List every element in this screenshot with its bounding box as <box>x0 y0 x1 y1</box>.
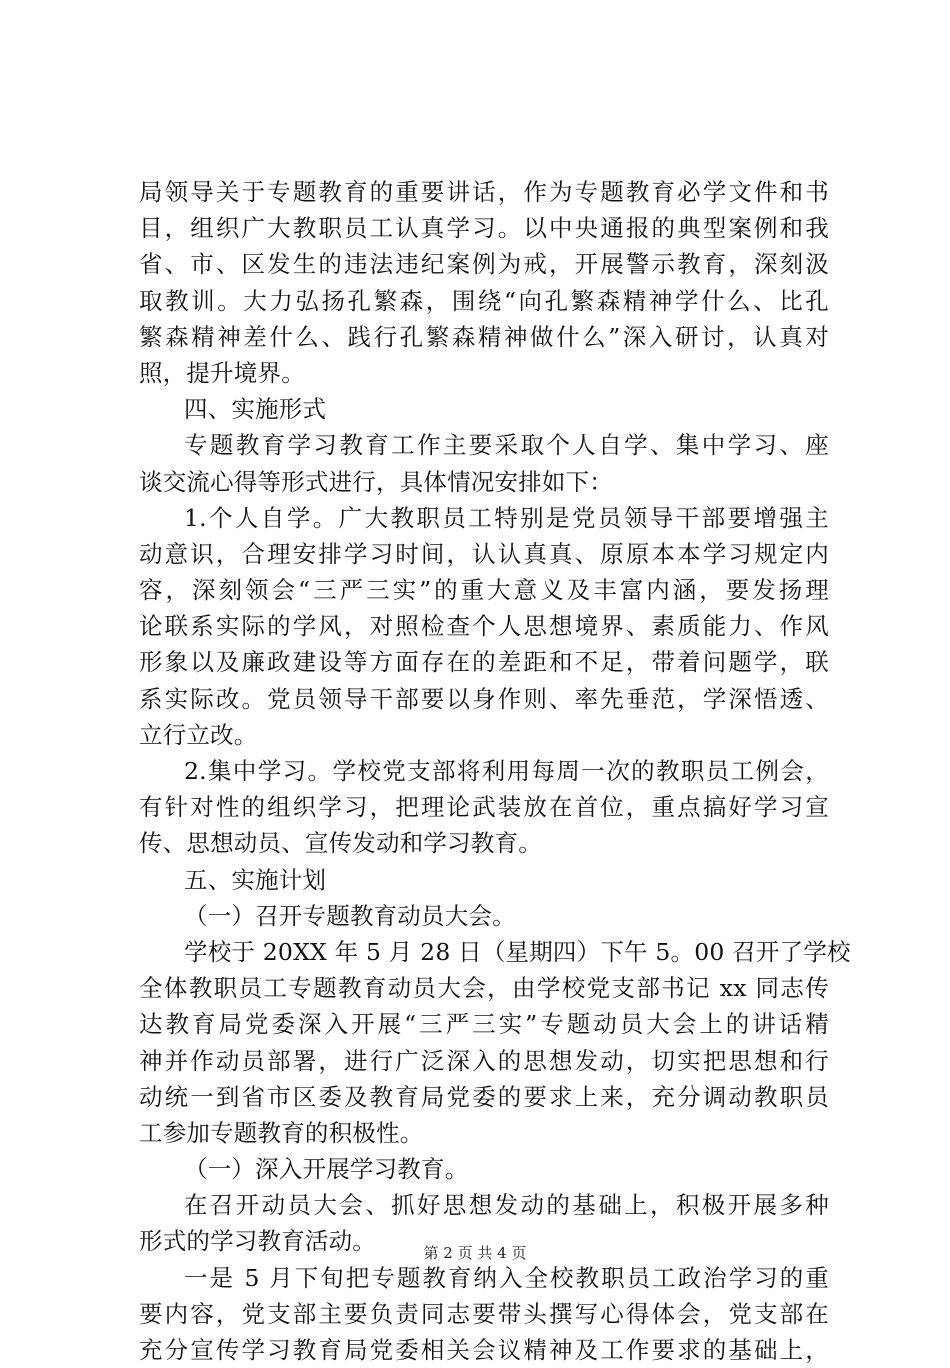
text-line: 工参加专题教育的积极性。 <box>139 1118 424 1147</box>
text-line: 系实际改。党员领导干部要以身作则、率先垂范，学深悟透、 <box>139 684 829 713</box>
text-line: 达教育局党委深入开展“三严三实”专题动员大会上的讲话精 <box>139 1010 829 1039</box>
text-line: 2.集中学习。学校党支部将利用每周一次的教职员工例会， <box>184 757 829 785</box>
text-line: 局领导关于专题教育的重要讲话，作为专题教育必学文件和书 <box>139 178 829 206</box>
text-line: 动统一到省市区委及教育局党委的要求上来，充分调动教职员 <box>139 1082 829 1111</box>
text-line: 五、实施计划 <box>184 865 327 894</box>
text-line: 容，深刻领会“三严三实”的重大意义及丰富内涵，要发扬理 <box>139 576 829 605</box>
text-line: 目，组织广大教职员工认真学习。以中央通报的典型案例和我 <box>139 214 829 243</box>
text-line: 要内容，党支部主要负责同志要带头撰写心得体会，党支部在 <box>139 1299 829 1328</box>
text-line: 1.个人自学。广大教职员工特别是党员领导干部要增强主 <box>184 503 829 532</box>
text-line: 在召开动员大会、抓好思想发动的基础上，积极开展多种 <box>184 1191 829 1220</box>
text-line: 神并作动员部署，进行广泛深入的思想发动，切实把思想和行 <box>139 1046 829 1075</box>
text-line: （一）召开专题教育动员大会。 <box>184 901 516 930</box>
text-line: 取教训。大力弘扬孔繁森，围绕“向孔繁森精神学什么、比孔 <box>139 286 829 315</box>
text-line: 动意识，合理安排学习时间，认认真真、原原本本学习规定内 <box>139 539 829 568</box>
text-line: 全体教职员工专题教育动员大会，由学校党支部书记 xx 同志传 <box>139 974 829 1003</box>
text-line: 论联系实际的学风，对照检查个人思想境界、素质能力、作风 <box>139 612 829 641</box>
text-line: 有针对性的组织学习，把理论武装放在首位，重点搞好学习宣 <box>139 793 829 822</box>
text-line: 繁森精神差什么、践行孔繁森精神做什么”深入研讨，认真对 <box>139 322 829 351</box>
text-line: 传、思想动员、宣传发动和学习教育。 <box>139 829 542 858</box>
text-line: （一）深入开展学习教育。 <box>184 1155 469 1184</box>
text-line: 一是 5 月下旬把专题教育纳入全校教职员工政治学习的重 <box>184 1263 829 1292</box>
text-line: 充分宣传学习教育局党委相关会议精神及工作要求的基础上， <box>139 1336 829 1364</box>
text-line: 学校于 20XX 年 5 月 28 日（星期四）下午 5。00 召开了学校 <box>184 937 851 966</box>
text-line: 省、市、区发生的违法违纪案例为戒，开展警示教育，深刻汲 <box>139 250 829 279</box>
text-line: 专题教育学习教育工作主要采取个人自学、集中学习、座 <box>184 431 829 460</box>
text-line: 形象以及廉政建设等方面存在的差距和不足，带着问题学，联 <box>139 648 829 677</box>
text-line: 谈交流心得等形式进行，具体情况安排如下： <box>139 467 613 496</box>
text-line: 四、实施形式 <box>184 395 327 424</box>
document-body <box>139 174 851 1368</box>
text-line: 立行立改。 <box>139 720 258 749</box>
text-line: 形式的学习教育活动。 <box>139 1227 376 1256</box>
page-number-footer: 第 2 页 共 4 页 <box>423 1244 527 1262</box>
text-line: 照，提升境界。 <box>139 358 305 387</box>
